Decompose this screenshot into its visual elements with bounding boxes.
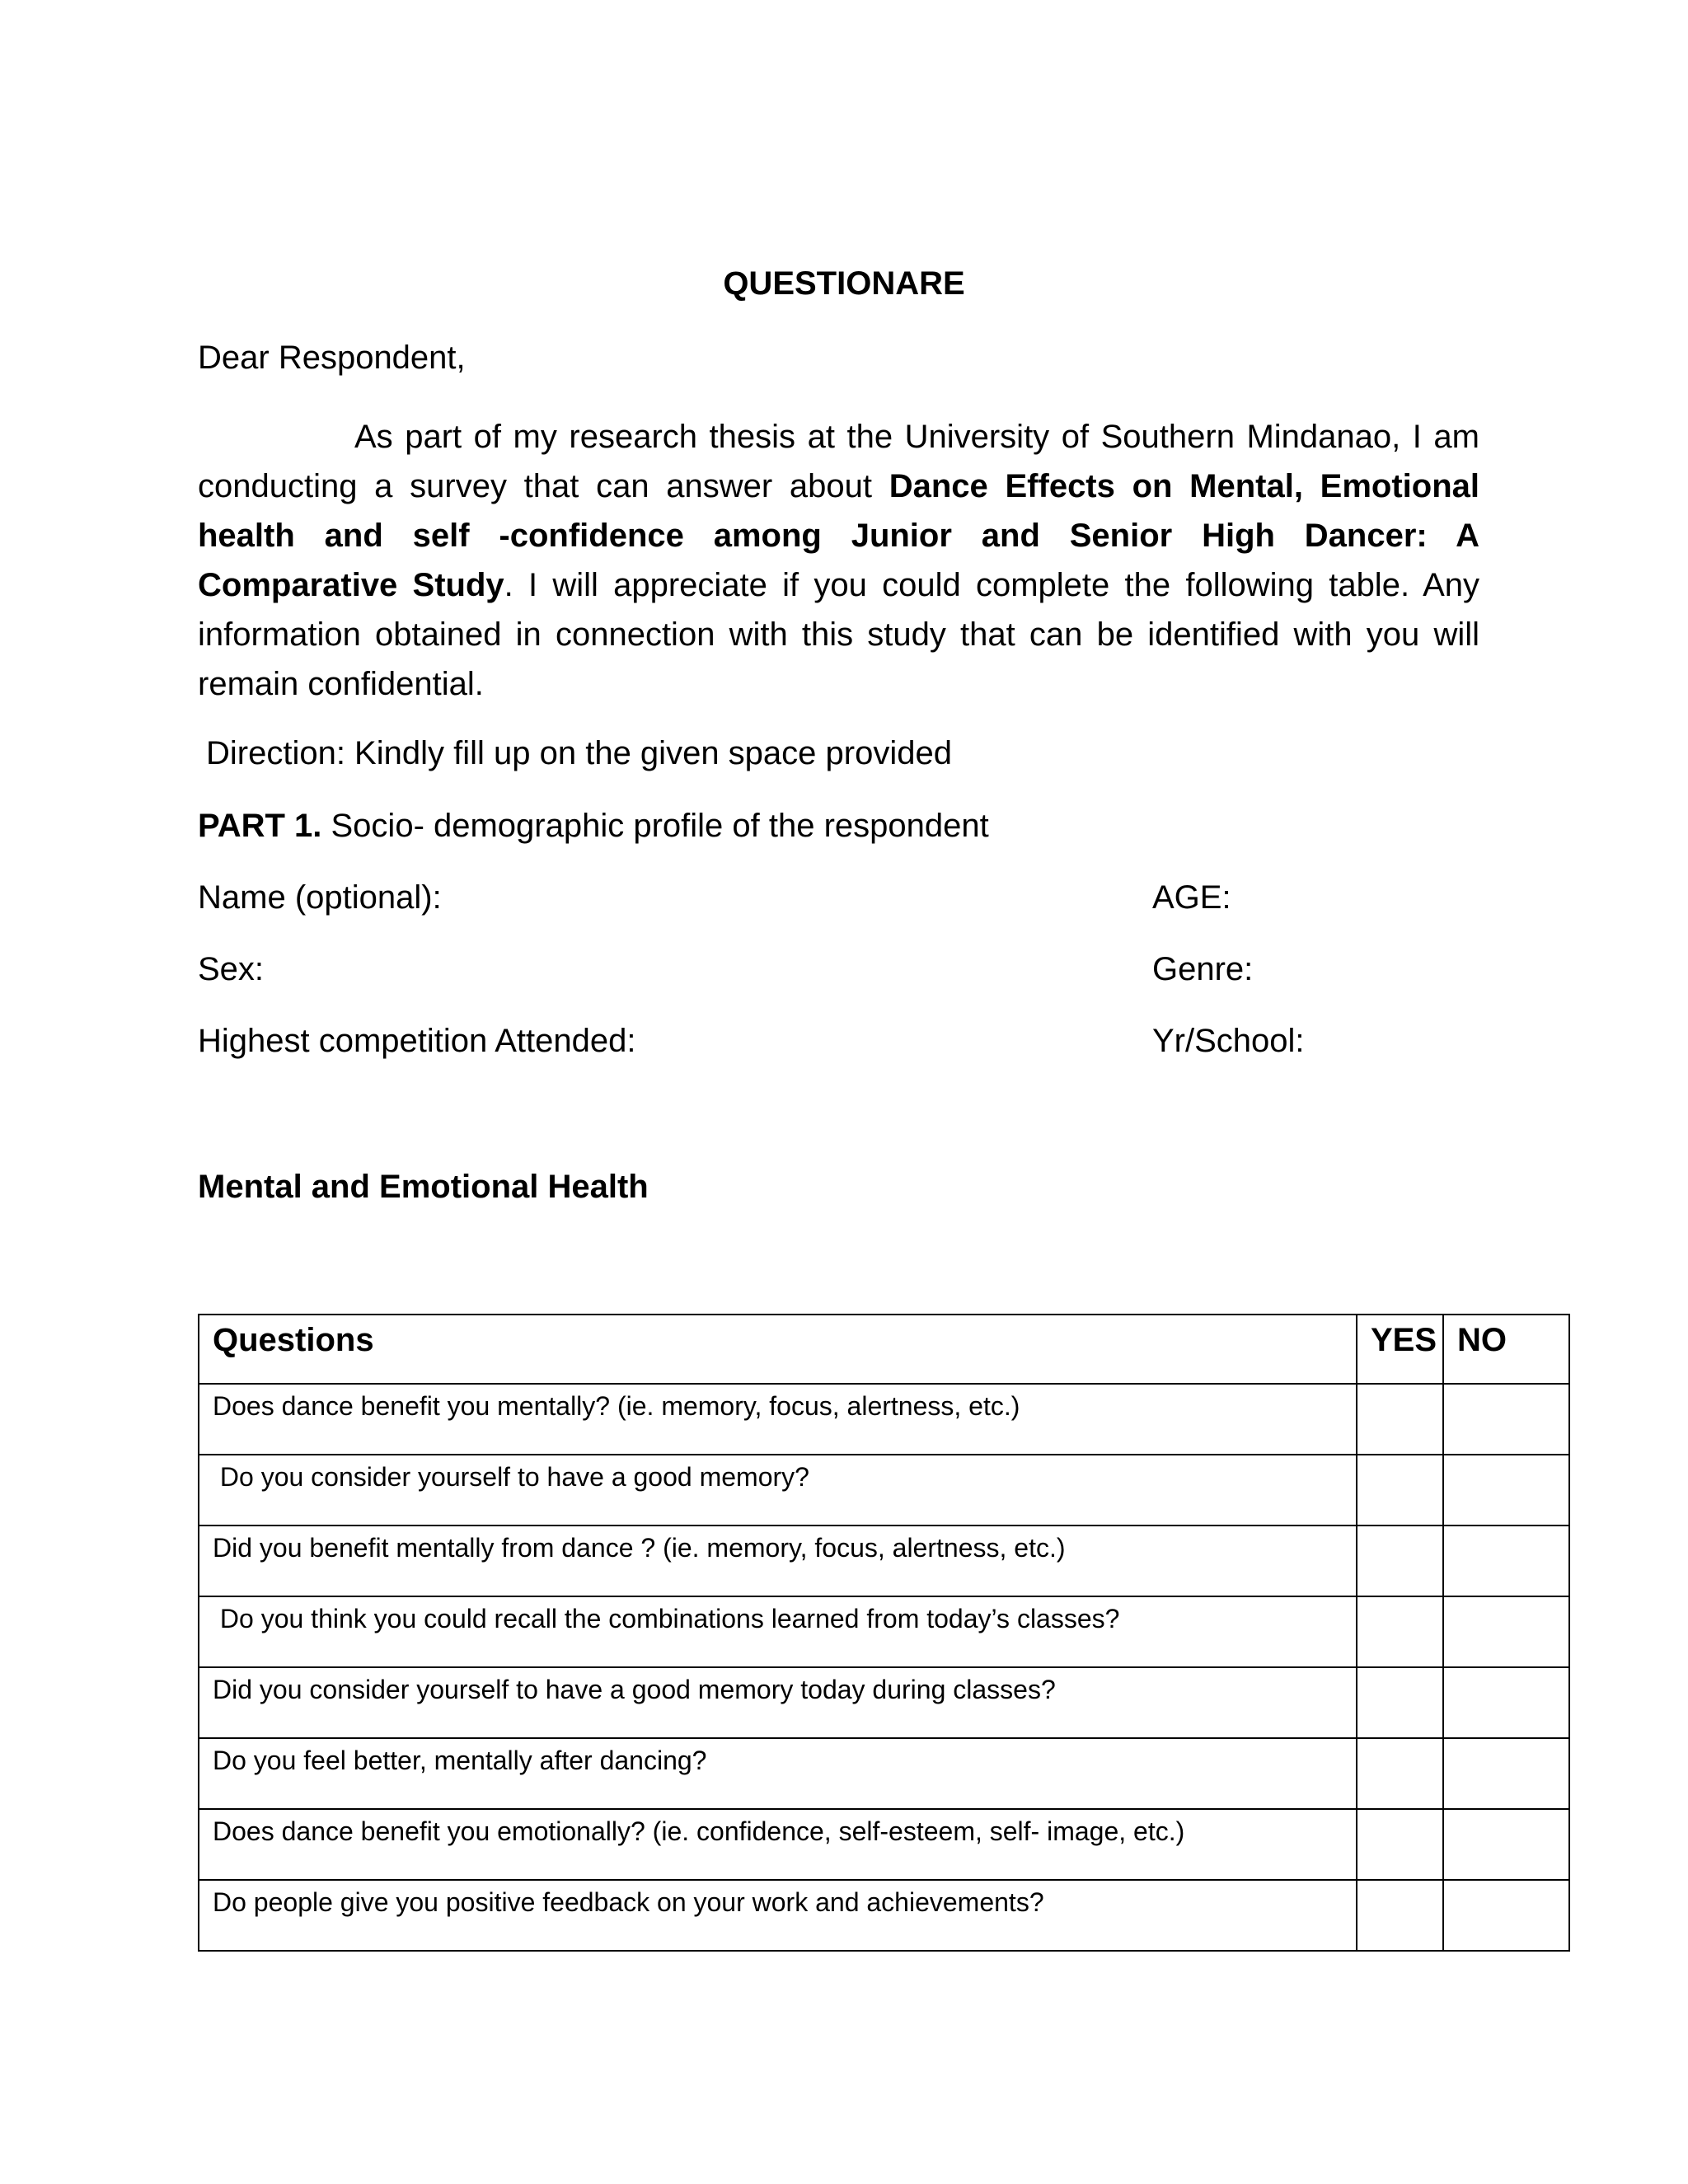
question-cell: Do you think you could recall the combinations learned from today’s classes? xyxy=(199,1596,1357,1667)
no-cell[interactable] xyxy=(1443,1667,1569,1738)
yes-cell[interactable] xyxy=(1357,1455,1443,1526)
field-competition-label: Highest competition Attended: xyxy=(198,1023,636,1059)
question-cell: Does dance benefit you emotionally? (ie. confidence, self-esteem, self- image, etc.) xyxy=(199,1809,1357,1880)
table-row xyxy=(199,1596,1569,1667)
yes-cell[interactable] xyxy=(1357,1809,1443,1880)
part1-text: Socio- demographic profile of the respondent xyxy=(321,808,989,844)
question-cell: Do you feel better, mentally after dancing? xyxy=(199,1738,1357,1809)
table-row xyxy=(199,1384,1569,1455)
table-row xyxy=(199,1455,1569,1526)
no-cell[interactable] xyxy=(1443,1880,1569,1951)
no-cell[interactable] xyxy=(1443,1526,1569,1596)
no-cell[interactable] xyxy=(1443,1809,1569,1880)
header-yes: YES xyxy=(1357,1315,1443,1384)
question-cell: Does dance benefit you mentally? (ie. memory, focus, alertness, etc.) xyxy=(199,1384,1357,1455)
study-title: Dance Effects on Mental, Emotional health and self -confidence among Junior and Senior High Dancer: A Comparative Study xyxy=(198,468,1479,603)
page-title: QUESTIONARE xyxy=(723,265,965,302)
table-row xyxy=(199,1738,1569,1809)
intro-paragraph xyxy=(198,412,1479,709)
intro-text-part2: . I will appreciate if you could complete the following table. Any information obtained in connection with this study that can be identified with you will remain confidential. xyxy=(198,567,1480,702)
section-title: Mental and Emotional Health xyxy=(198,1169,649,1205)
direction-text: Direction: Kindly fill up on the given space provided xyxy=(206,735,952,771)
question-cell: Did you consider yourself to have a good memory today during classes? xyxy=(199,1667,1357,1738)
table-row xyxy=(199,1880,1569,1951)
header-questions: Questions xyxy=(199,1315,1357,1384)
yes-cell[interactable] xyxy=(1357,1738,1443,1809)
salutation: Dear Respondent, xyxy=(198,340,466,376)
table-row xyxy=(199,1526,1569,1596)
no-cell[interactable] xyxy=(1443,1596,1569,1667)
question-cell: Do people give you positive feedback on your work and achievements? xyxy=(199,1880,1357,1951)
question-cell: Did you benefit mentally from dance ? (ie. memory, focus, alertness, etc.) xyxy=(199,1526,1357,1596)
no-cell[interactable] xyxy=(1443,1738,1569,1809)
yes-cell[interactable] xyxy=(1357,1880,1443,1951)
field-age-label: AGE: xyxy=(1152,879,1231,916)
no-cell[interactable] xyxy=(1443,1455,1569,1526)
yes-cell[interactable] xyxy=(1357,1384,1443,1455)
table-row xyxy=(199,1667,1569,1738)
table-header-row xyxy=(199,1315,1569,1384)
field-sex-label: Sex: xyxy=(198,951,265,987)
part1-label: PART 1. xyxy=(198,808,322,844)
table-row xyxy=(199,1809,1569,1880)
question-cell: Do you consider yourself to have a good memory? xyxy=(199,1455,1357,1526)
yes-cell[interactable] xyxy=(1357,1667,1443,1738)
questions-table xyxy=(198,1314,1570,1952)
part1-heading xyxy=(198,808,989,845)
yes-cell[interactable] xyxy=(1357,1526,1443,1596)
field-genre-label: Genre: xyxy=(1152,951,1254,987)
intro-text-part1: As part of my research thesis at the University of Southern Mindanao, I am conducting a survey that can answer about xyxy=(198,419,1479,504)
no-cell[interactable] xyxy=(1443,1384,1569,1455)
yes-cell[interactable] xyxy=(1357,1596,1443,1667)
field-name-label: Name (optional): xyxy=(198,879,442,916)
field-yr-school-label: Yr/School: xyxy=(1152,1023,1305,1059)
header-no: NO xyxy=(1443,1315,1569,1384)
